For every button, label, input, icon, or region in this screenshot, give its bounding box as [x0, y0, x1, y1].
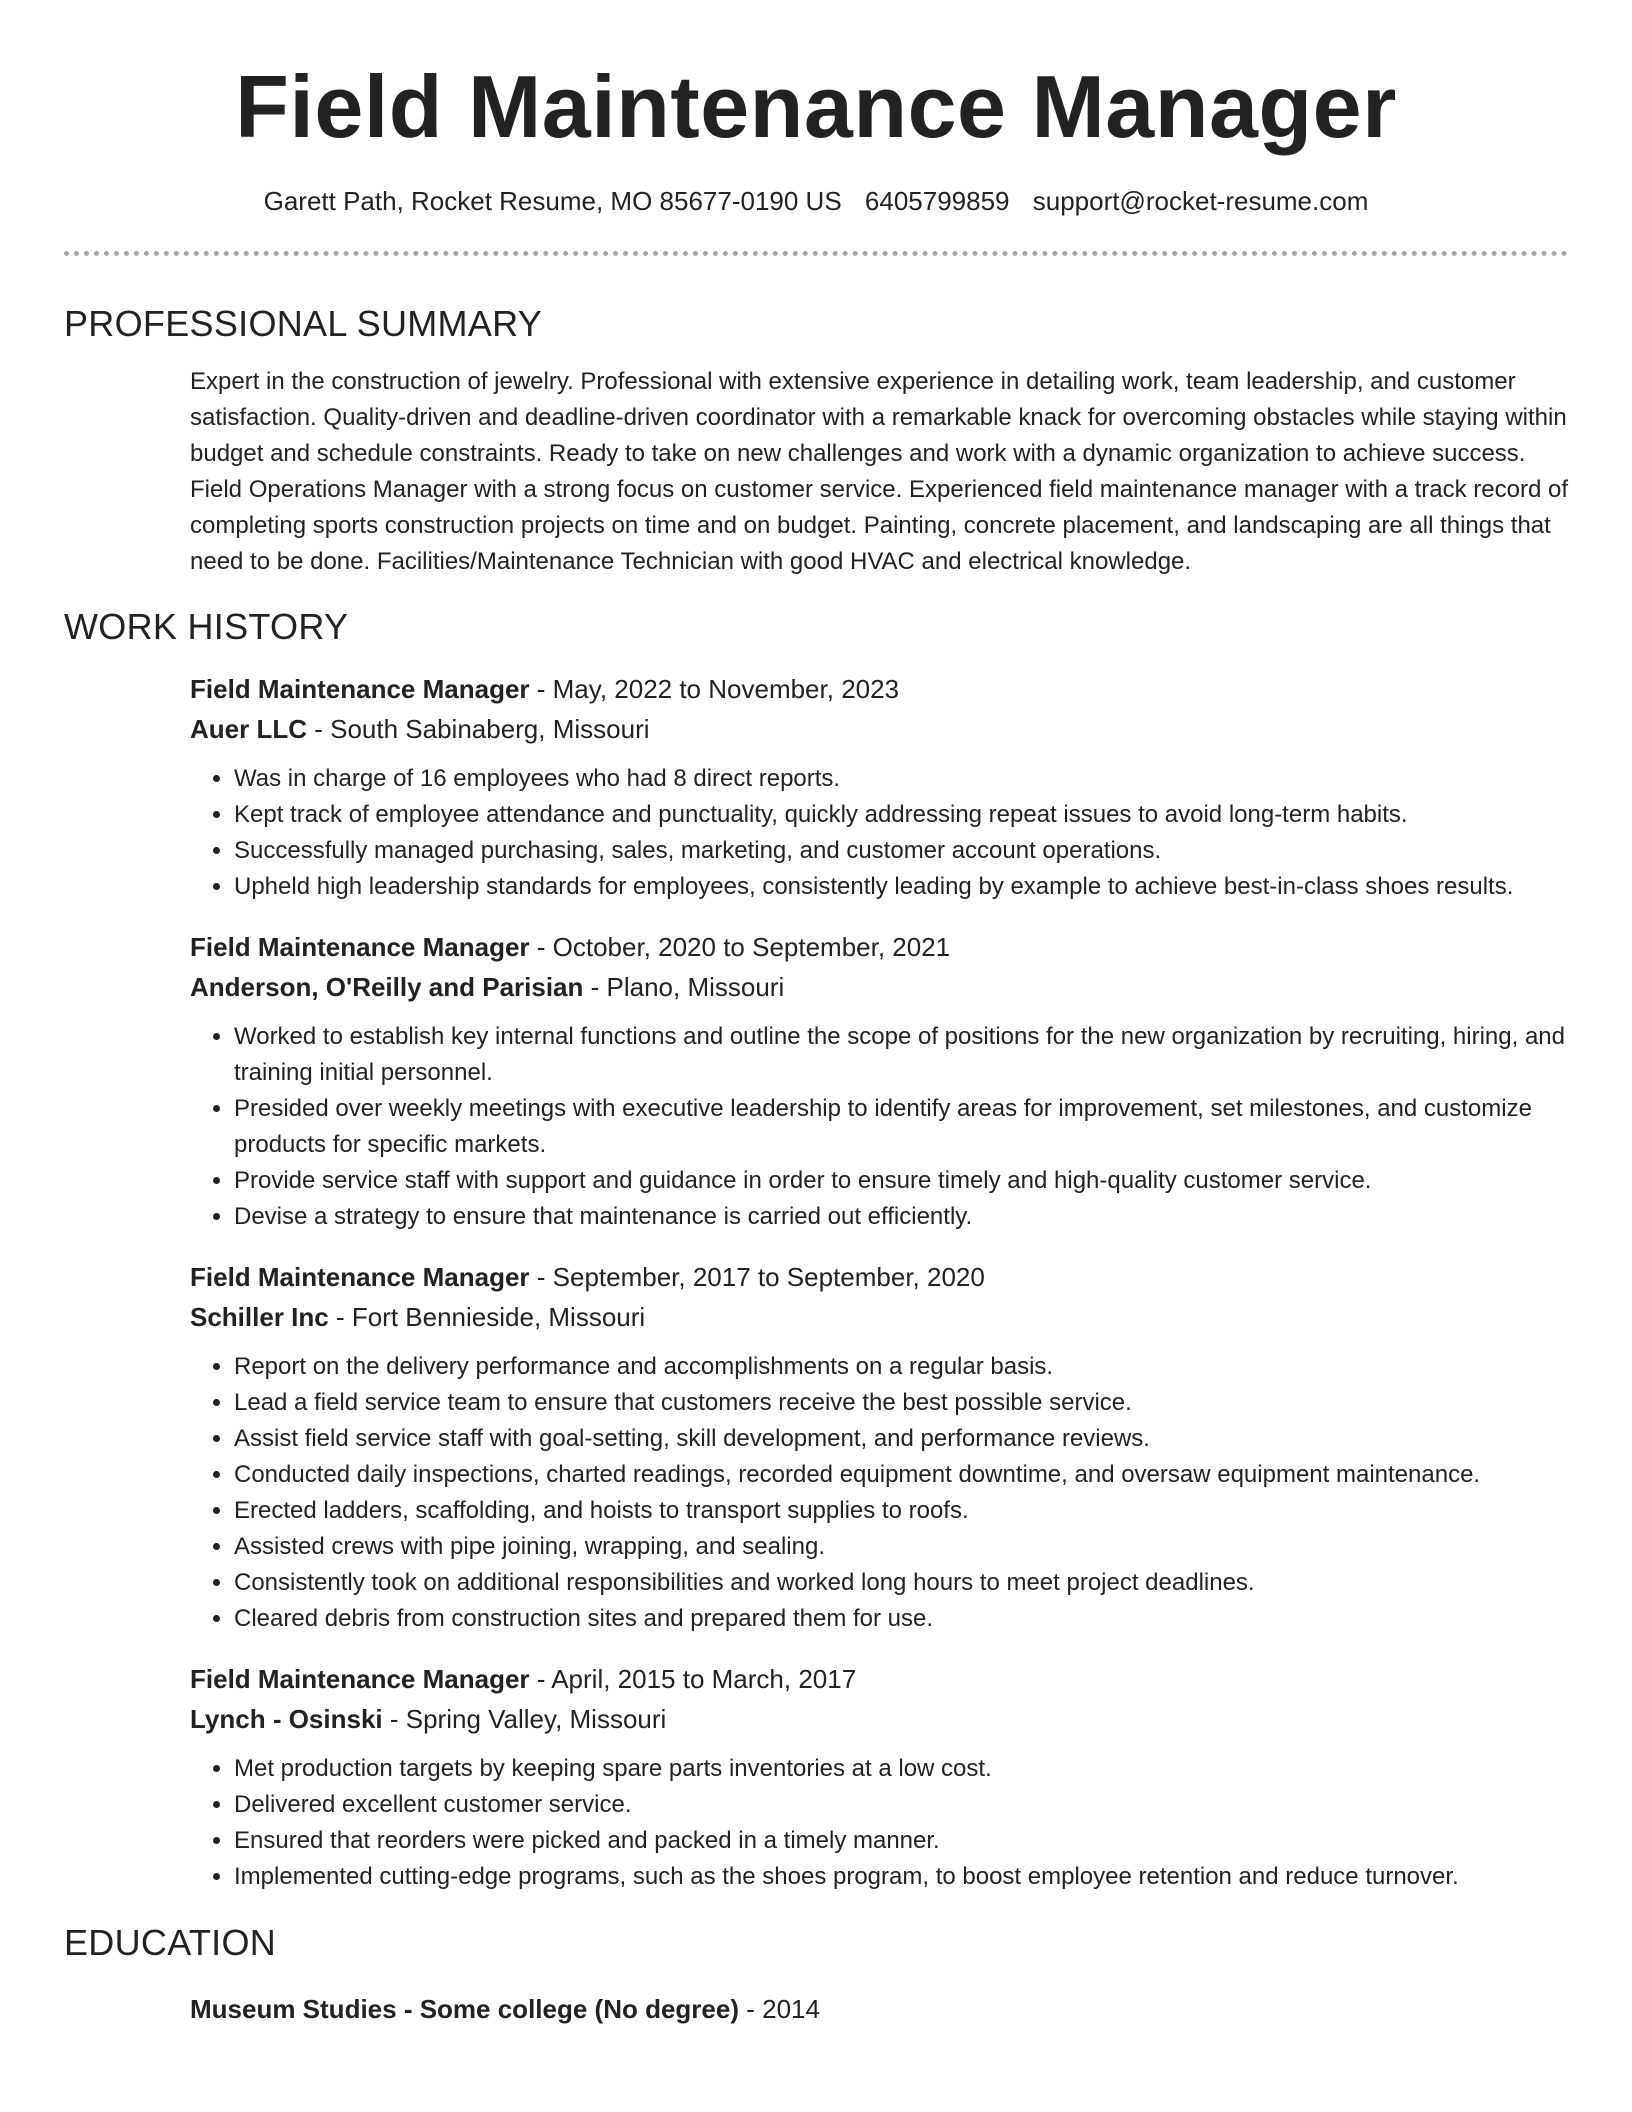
job-role: Field Maintenance Manager	[190, 674, 530, 704]
job-entry	[190, 1257, 1568, 1637]
job-company: Lynch - Osinski	[190, 1704, 383, 1734]
job-title-line	[190, 669, 1568, 709]
job-bullet-item: • Met production targets by keeping spare parts inventories at a low cost.	[234, 1751, 1568, 1787]
job-bullet-item: • Presided over weekly meetings with executive leadership to identify areas for improvement, set milestones, and customize products for specific markets.	[234, 1091, 1568, 1163]
section-title-summary: PROFESSIONAL SUMMARY	[64, 303, 543, 344]
resume-name: Field Maintenance Manager	[235, 57, 1397, 156]
header-divider	[64, 251, 1568, 256]
job-bullet-item: • Provide service staff with support and guidance in order to ensure timely and high-quality customer service.	[234, 1163, 1568, 1199]
job-bullet-item: • Assist field service staff with goal-setting, skill development, and performance reviews.	[234, 1421, 1568, 1457]
job-bullet-item: • Delivered excellent customer service.	[234, 1787, 1568, 1823]
work-history-section	[190, 669, 1568, 1895]
job-entry	[190, 927, 1568, 1235]
job-bullet-item: • Upheld high leadership standards for employees, consistently leading by example to achieve best-in-class shoes results.	[234, 869, 1568, 905]
job-bullet-item: • Cleared debris from construction sites and prepared them for use.	[234, 1601, 1568, 1637]
education-degree: Museum Studies - Some college (No degree)	[190, 1994, 739, 2024]
job-bullet-item: • Report on the delivery performance and accomplishments on a regular basis.	[234, 1349, 1568, 1385]
job-company: Anderson, O'Reilly and Parisian	[190, 972, 584, 1002]
contact-address: Garett Path, Rocket Resume, MO 85677-0190 US	[263, 186, 842, 216]
job-bullet-item: • Kept track of employee attendance and punctuality, quickly addressing repeat issues to avoid long-term habits.	[234, 797, 1568, 833]
job-location: - Fort Bennieside, Missouri	[328, 1302, 646, 1332]
job-title-line	[190, 1257, 1568, 1297]
job-bullet-item: • Ensured that reorders were picked and packed in a timely manner.	[234, 1823, 1568, 1859]
job-role: Field Maintenance Manager	[190, 1262, 530, 1292]
job-bullets	[190, 1751, 1568, 1895]
job-company-line	[190, 709, 1568, 749]
job-bullet-item: • Assisted crews with pipe joining, wrapping, and sealing.	[234, 1529, 1568, 1565]
job-bullet-item: • Conducted daily inspections, charted readings, recorded equipment downtime, and oversaw equipment maintenance.	[234, 1457, 1568, 1493]
contact-email: support@rocket-resume.com	[1032, 186, 1369, 216]
resume-header	[0, 0, 1632, 218]
contact-phone: 6405799859	[864, 186, 1010, 216]
job-dates: - April, 2015 to March, 2017	[529, 1664, 857, 1694]
job-bullet-item: • Devise a strategy to ensure that maintenance is carried out efficiently.	[234, 1199, 1568, 1235]
education-entry	[190, 1989, 1568, 2029]
job-bullet-item: • Consistently took on additional responsibilities and worked long hours to meet project deadlines.	[234, 1565, 1568, 1601]
job-location: - South Sabinaberg, Missouri	[307, 714, 650, 744]
education-year: - 2014	[739, 1994, 820, 2024]
section-title-education: EDUCATION	[64, 1922, 277, 1963]
job-company: Auer LLC	[190, 714, 307, 744]
job-bullet-item: • Implemented cutting-edge programs, such as the shoes program, to boost employee retention and reduce turnover.	[234, 1859, 1568, 1895]
job-bullets	[190, 1019, 1568, 1235]
job-dates: - September, 2017 to September, 2020	[529, 1262, 985, 1292]
job-bullets	[190, 761, 1568, 905]
job-entry	[190, 669, 1568, 905]
job-dates: - October, 2020 to September, 2021	[529, 932, 951, 962]
job-bullet-item: • Lead a field service team to ensure that customers receive the best possible service.	[234, 1385, 1568, 1421]
job-bullet-item: • Worked to establish key internal functions and outline the scope of positions for the new organization by recruiting, hiring, and training initial personnel.	[234, 1019, 1568, 1091]
job-title-line	[190, 1659, 1568, 1699]
job-company: Schiller Inc	[190, 1302, 329, 1332]
education-section	[190, 1989, 1568, 2029]
job-location: - Spring Valley, Missouri	[382, 1704, 667, 1734]
summary-section	[190, 364, 1568, 580]
contact-line	[0, 184, 1632, 218]
job-bullet-item: • Successfully managed purchasing, sales, marketing, and customer account operations.	[234, 833, 1568, 869]
job-role: Field Maintenance Manager	[190, 932, 530, 962]
summary-text: Expert in the construction of jewelry. Professional with extensive experience in detailing work, team leadership, and customer satisfaction. Quality-driven and deadline-driven coordinator with a remarkable knack for overcoming obstacles while staying within budget and schedule constraints. Ready to take on new challenges and work with a dynamic organization to achieve success. Field Operations Manager with a strong focus on customer service. Experienced field maintenance manager with a track record of completing sports construction projects on time and on budget. Painting, concrete placement, and landscaping are all things that need to be done. Facilities/Maintenance Technician with good HVAC and electrical knowledge.	[190, 368, 1569, 575]
job-company-line	[190, 1699, 1568, 1739]
section-title-work-history: WORK HISTORY	[64, 606, 349, 647]
job-location: - Plano, Missouri	[583, 972, 785, 1002]
job-entry	[190, 1659, 1568, 1895]
job-company-line	[190, 1297, 1568, 1337]
job-bullets	[190, 1349, 1568, 1637]
job-company-line	[190, 967, 1568, 1007]
job-bullet-item: • Erected ladders, scaffolding, and hoists to transport supplies to roofs.	[234, 1493, 1568, 1529]
job-bullet-item: • Was in charge of 16 employees who had 8 direct reports.	[234, 761, 1568, 797]
job-role: Field Maintenance Manager	[190, 1664, 530, 1694]
job-dates: - May, 2022 to November, 2023	[529, 674, 900, 704]
job-title-line	[190, 927, 1568, 967]
